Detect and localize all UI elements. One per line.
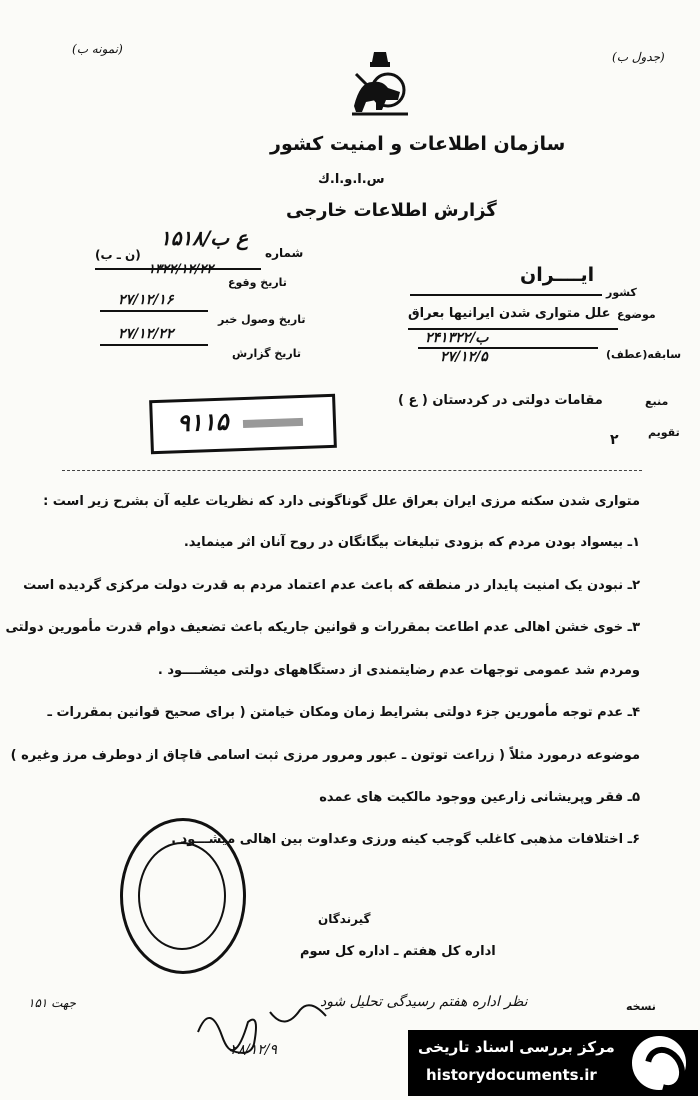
- watermark-title: مرکز بررسی اسناد تاریخی: [418, 1038, 615, 1056]
- handwritten-note: نظر اداره هفتم رسیدگی تحلیل شود: [320, 994, 528, 1010]
- reference-value-1: ۲۴ب/۱۳۲۲: [425, 330, 489, 346]
- source-label: منبع: [645, 395, 669, 408]
- archive-logo-icon: [632, 1036, 686, 1090]
- handwritten-date: ۲۸/۱۲/۹: [230, 1042, 278, 1058]
- body-intro: متواری شدن سکنه مرزی ایران بعراق علل گوناگونی دارد که نظریات علیه آن بشرح زیر است :: [43, 494, 640, 509]
- body-item-2: ۲ـ نبودن یک امنیت پایدار در منطقه که باعث عدم اعتماد مردم به قدرت دولت مرکزی گردیده است: [23, 578, 640, 593]
- archive-watermark: [408, 1030, 698, 1096]
- country-label: کشور: [606, 286, 637, 299]
- left-margin-note: جهت ۱۵۱: [28, 996, 76, 1010]
- number-label: شماره: [265, 246, 304, 260]
- report-title: گزارش اطلاعات خارجی: [286, 200, 497, 221]
- organization-code: س.ا.و.ا.ك: [318, 172, 385, 187]
- subject-value: علل متواری شدن ایرانیها بعراق: [408, 306, 611, 321]
- reference-value-2: ۲۷/۱۲/۵: [440, 349, 488, 365]
- form-type-label: (نمونه ب): [72, 42, 123, 56]
- table-label: (جدول ب): [612, 50, 665, 64]
- watermark-url: historydocuments.ir: [426, 1066, 597, 1084]
- number-suffix: (ن ـ ب): [95, 248, 141, 262]
- circular-seal-inner: [138, 842, 226, 950]
- organization-name: سازمان اطلاعات و امنیت کشور: [270, 133, 566, 155]
- registration-stamp-number: ۹۱۱۵: [176, 406, 229, 438]
- registration-stamp: [149, 394, 337, 454]
- report-date-label: تاریخ گزارش: [232, 347, 302, 360]
- evaluation-label: تقویم: [648, 426, 680, 439]
- subject-label: موضوع: [617, 308, 656, 321]
- body-item-4: ۴ـ عدم توجه مأمورین جزء دولتی بشرایط زمان ومکان خیامتن ( برای صحیح قوانین بمقررات ـ: [47, 705, 640, 720]
- report-date-value: ۲۷/۱۲/۲۲: [118, 326, 174, 342]
- receive-date-value: ۲۷/۱۲/۱۶: [118, 292, 174, 308]
- number-value: ۱۵۱۸/ع ب: [160, 226, 249, 250]
- country-value: ایــــران: [520, 264, 595, 286]
- body-item-3-continued: ومردم شد عمومی توجهات عدم رضایتمندی از دستگاههای دولتی میشــــود .: [157, 663, 640, 678]
- source-value: مقامات دولتی در کردستان ( ع ): [398, 393, 603, 408]
- event-date-value: ۱۳۲۲/۱۲/۲۲: [148, 262, 214, 277]
- body-item-4-continued: موضوعه درمورد مثلاً ( زراعت توتون ـ عبور ومرور مرزی ثبت اسامی قاچاق از دوطرف مرز وغیره ): [10, 748, 640, 763]
- evaluation-value: ۲: [610, 432, 619, 448]
- recipients-label: گیرندگان: [318, 912, 371, 926]
- body-item-3: ۳ـ خوی خشن اهالی عدم اطاعت بمقررات و قوانین جاریکه باعث تضعیف دوام قدرت مأمورین دولتی: [5, 620, 640, 635]
- copy-label: نسخه: [626, 1000, 656, 1013]
- handwritten-signature: [190, 992, 340, 1062]
- body-item-6: ۶ـ اختلافات مذهبی کاغلب گوجب کینه ورزی وعداوت بین اهالی میشـــود .: [171, 832, 640, 847]
- receive-date-label: تاریخ وصول خبر: [218, 313, 306, 326]
- reference-label: سابقه(عطف): [606, 348, 682, 361]
- event-date-label: تاریخ وقوع: [228, 276, 287, 289]
- body-item-1: ۱ـ بیسواد بودن مردم که بزودی تبلیغات بیگانگان در روح آنان اثر مینماید.: [183, 535, 640, 550]
- body-item-5: ۵ـ فقر وپریشانی زارعین ووجود مالکیت های عمده: [319, 790, 640, 805]
- recipients-line: اداره کل هفتم ـ اداره کل سوم: [300, 944, 496, 959]
- lion-and-sun-emblem: [348, 48, 412, 120]
